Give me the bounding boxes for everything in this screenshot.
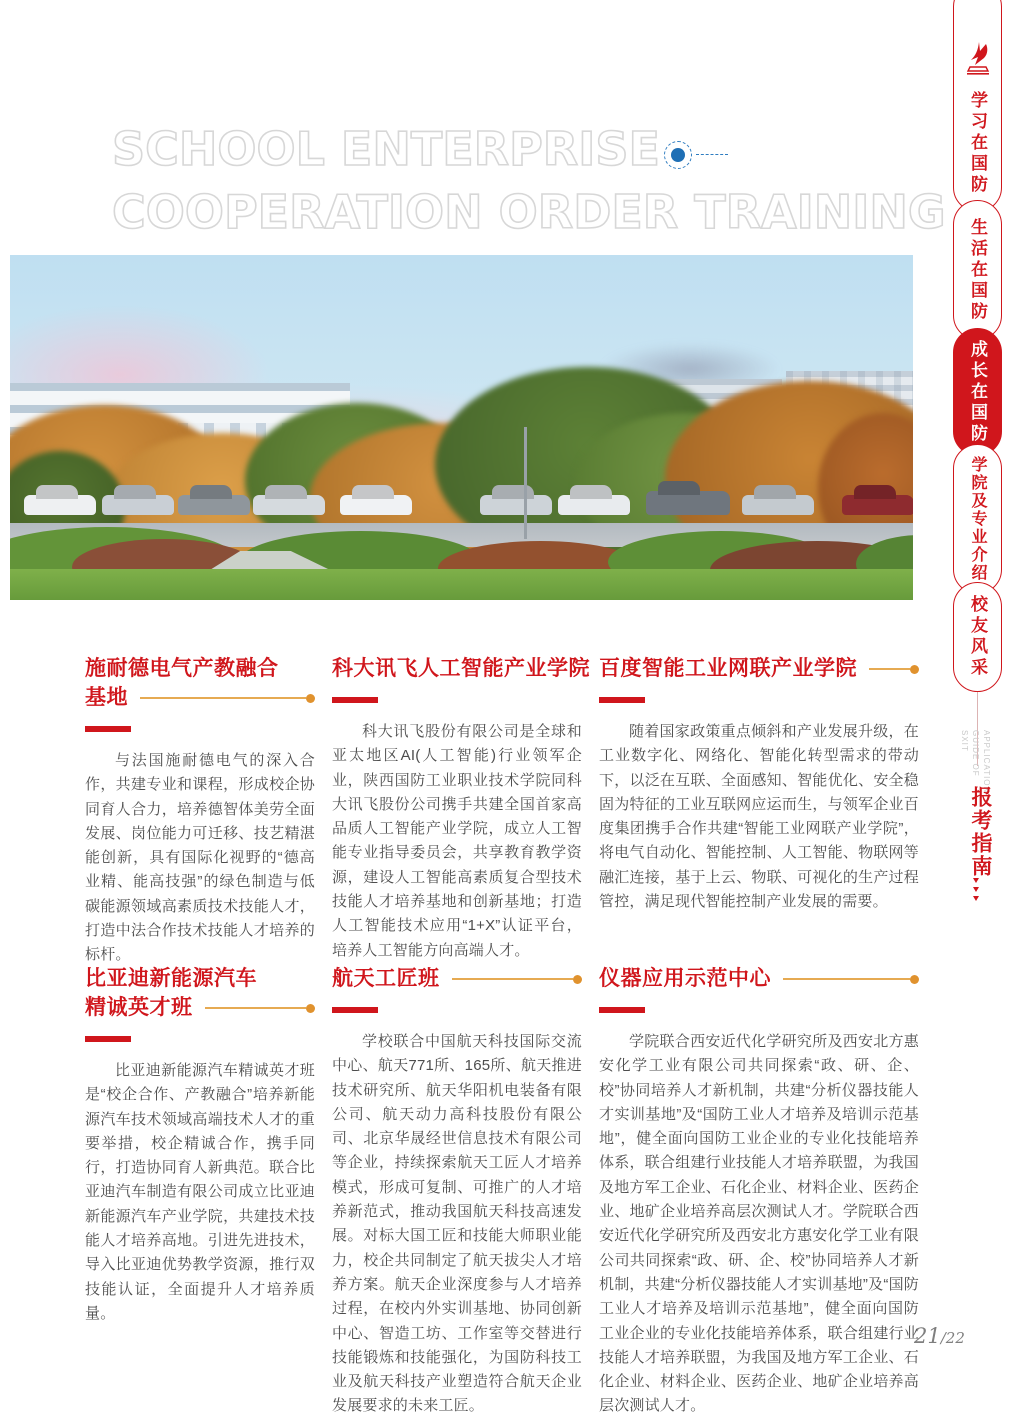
- section-title: 航天工匠班: [332, 967, 440, 990]
- red-dash: [332, 697, 378, 703]
- page-header: [112, 118, 952, 244]
- orange-line: [205, 1007, 307, 1009]
- blue-dot-icon: [671, 148, 685, 162]
- section-body: 学校联合中国航天科技国际交流中心、航天771所、165所、航天推进技术研究所、航天华阳机电装备有限公司、航天动力高科技股份有限公司、北京华晟经世信息技术有限公司等企业，持续探索航天工匠人才培养模式，形成可复制、可推广的人才培养新范式，推动我国航天科技高速发展。对标大国工匠和技能大师职业能力，校企共同制定了航天拔尖人才培养方案。航天企业深度参与人才培养过程，在校内外实训基地、协同创新中心、智造工坊、工作室等交替进行技能锻炼和技能强化，为国防科技工业及航天科技产业塑造符合航天企业发展要求的未来工匠。: [332, 1032, 582, 1415]
- section-title: 施耐德电气产教融合: [85, 657, 279, 680]
- section-title: 比亚迪新能源汽车: [85, 967, 257, 990]
- section-aerospace: [332, 965, 582, 1419]
- title-rule: [869, 665, 919, 674]
- tab-growth-in-defense: [953, 328, 1002, 456]
- sidebar-dots-icon: [973, 876, 979, 903]
- page-number-current: 21: [914, 1324, 941, 1348]
- sections-grid: [85, 655, 919, 1419]
- tab-life-in-defense: [953, 200, 1002, 340]
- tab-label: 学院及专业介绍: [969, 456, 986, 582]
- application-guide-label: 报考指南: [969, 786, 993, 878]
- campus-photo: [10, 255, 913, 600]
- page-number: [914, 1324, 965, 1348]
- tab-alumni: [953, 582, 1002, 692]
- tab-label: 校友风采: [968, 595, 987, 679]
- red-dash: [85, 1036, 131, 1042]
- tab-label: 生活在国防: [968, 217, 987, 323]
- dashed-line-icon: [696, 154, 728, 155]
- orange-line: [783, 978, 910, 980]
- tab-study-in-defense: [953, 0, 1002, 212]
- title-rule: [452, 975, 583, 984]
- section-body: 比亚迪新能源汽车精诚英才班是“校企合作、产教融合”培养新能源汽车技术领域高端技术人才的重要举措，校企精诚合作，携手同行，打造协同育人新典范。联合比亚迪汽车制造有限公司成立比亚迪新能源汽车产业学院，共建技术技能人才培养高地。引进先进技术，导入比亚迪优势教学资源，推行双技能认证，全面提升人才培养质量。: [85, 1061, 315, 1322]
- tab-label: 成长在国防: [968, 339, 987, 445]
- tab-colleges-and-majors: [953, 444, 1002, 594]
- section-byd: [85, 965, 315, 1419]
- header-title-line2: COOPERATION ORDER TRAINING: [112, 185, 946, 239]
- chapter-sidebar: [953, 0, 1013, 1397]
- photo-lawn: [10, 569, 913, 600]
- section-body: 科大讯飞股份有限公司是全球和亚太地区AI(人工智能)行业领军企业，陕西国防工业职业技术学院同科大讯飞股份公司携手共建全国首家高品质人工智能产业学院，成立人工智能专业指导委员会，共享教育教学资源，建设人工智能高素质复合型技术技能人才培养基地和创新基地；打造人工智能技术应用“1+X”认证平台，培养人工智能方向高端人才。: [332, 722, 582, 959]
- section-title: 百度智能工业网联产业学院: [599, 657, 857, 680]
- school-logo-icon: [963, 41, 993, 81]
- photo-hedges: [10, 255, 913, 600]
- orange-line: [452, 978, 574, 980]
- orange-line: [140, 697, 306, 699]
- section-title-line2: 精诚英才班: [85, 995, 193, 1019]
- section-body: 学院联合西安近代化学研究所及西安北方惠安化学工业有限公司共同探索“政、研、企、校”协同培养人才新机制，共建“分析仪器技能人才实训基地”及“国防工业人才培养及培训示范基地”，健全面向国防工业企业的专业化技能培养体系，联合组建行业技能人才培养联盟，为我国及地方军工企业、石化企业、材料企业、医药企业、地矿企业培养高层次测试人才。学院联合西安近代化学研究所及西安北方惠安化学工业有限公司共同探索“政、研、企、校”协同培养人才新机制，共建“分析仪器技能人才实训基地”及“国防工业人才培养及培训示范基地”，健全面向国防工业企业的专业化技能培养体系，联合组建行业技能人才培养联盟，为我国及地方军工企业、石化企业、材料企业、医药企业、地矿企业培养高层次测试人才。: [599, 1032, 919, 1415]
- page-number-total: /22: [940, 1329, 965, 1347]
- red-dash: [599, 697, 645, 703]
- section-body: 随着国家政策重点倾斜和产业发展升级，在工业数字化、网络化、智能化转型需求的带动下，以泛在互联、全面感知、智能优化、安全稳固为特征的工业互联网应运而生，与领军企业百度集团携手合作共建“智能工业网联产业学院”，将电气自动化、智能控制、人工智能、物联网等融汇连接，基于上云、物联、可视化的生产过程管控，满足现代智能控制产业发展的需要。: [599, 722, 919, 911]
- section-schneider: [85, 655, 315, 965]
- title-rule: [205, 1004, 316, 1013]
- orange-dot-icon: [910, 665, 919, 674]
- red-dash: [332, 1007, 378, 1013]
- header-accent: [664, 141, 734, 169]
- title-rule: [140, 694, 315, 703]
- section-iflytek: [332, 655, 590, 965]
- section-baidu: [599, 655, 919, 965]
- section-title: 仪器应用示范中心: [599, 967, 771, 990]
- orange-dot-icon: [910, 975, 919, 984]
- section-instrument: [599, 965, 919, 1419]
- orange-dot-icon: [573, 975, 582, 984]
- chapter-tabs: [953, 0, 1002, 692]
- red-dash: [85, 726, 131, 732]
- orange-line: [869, 668, 910, 670]
- section-title: 科大讯飞人工智能产业学院: [332, 657, 590, 680]
- section-body: 与法国施耐德电气的深入合作，共建专业和课程，形成校企协同育人合力，培养德智体美劳全面发展、岗位能力可迁移、技艺精湛能创新，具有国际化视野的“德高业精、能高技强”的绿色制造与低碳能源领域高素质技术技能人才，打造中法合作技术技能人才培养的标杆。: [85, 751, 315, 964]
- title-rule: [783, 975, 919, 984]
- orange-dot-icon: [306, 1004, 315, 1013]
- application-guide-en: APPLICATION GUIDE OF SXIT: [960, 730, 991, 794]
- header-title-line1: SCHOOL ENTERPRISE: [112, 122, 660, 176]
- section-title-line2: 基地: [85, 685, 128, 709]
- red-dash: [599, 1007, 645, 1013]
- orange-dot-icon: [306, 694, 315, 703]
- tab-label: 学习在国防: [968, 91, 987, 196]
